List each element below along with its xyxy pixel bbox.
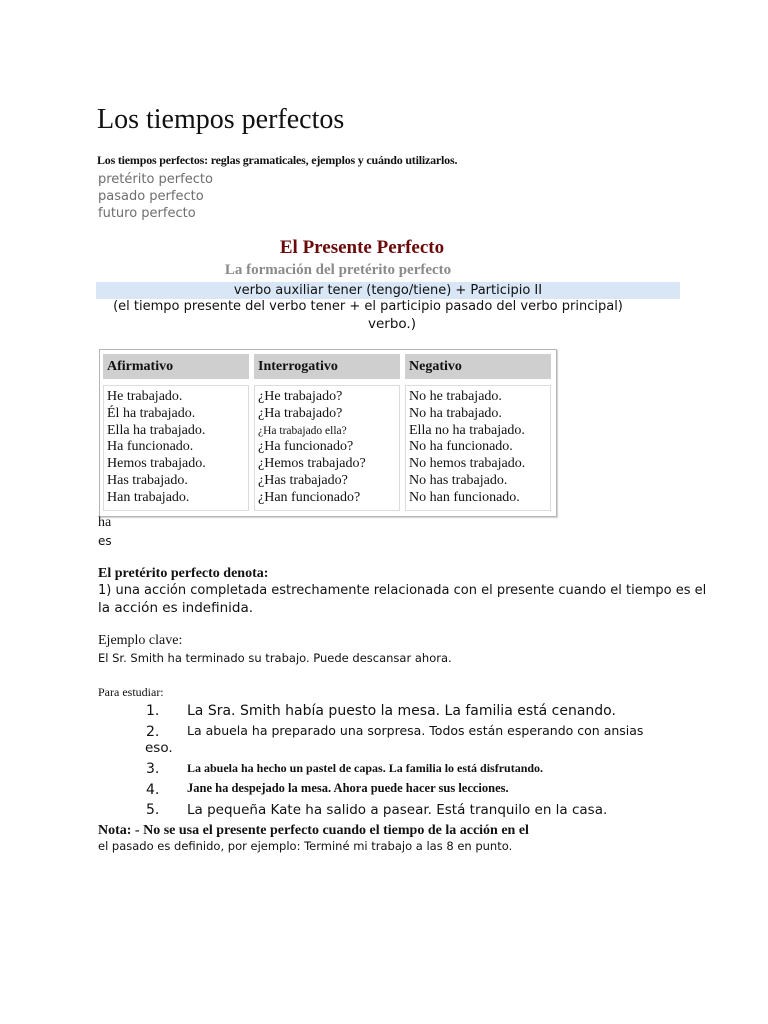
page-title: Los tiempos perfectos (97, 104, 345, 135)
table-row: ¿Ha trabajado? (258, 405, 343, 421)
tense-item: pretérito perfecto (98, 172, 213, 187)
table-row: Ella no ha trabajado. (409, 422, 525, 438)
table-row: ¿Hemos trabajado? (258, 456, 366, 472)
list-item: La Sra. Smith había puesto la mesa. La familia está cenando. (187, 703, 616, 719)
table-column-afirmativo (103, 354, 249, 511)
conjugation-table (99, 349, 557, 517)
table-column-negativo (405, 354, 551, 511)
table-row: ¿Han funcionado? (258, 489, 361, 505)
tense-item: pasado perfecto (98, 189, 204, 204)
fragment-text: es (98, 534, 112, 548)
table-row: Ella ha trabajado. (107, 422, 206, 438)
table-row: No han funcionado. (409, 489, 520, 505)
page-subtitle: Los tiempos perfectos: reglas gramaticales, ejemplos y cuándo utilizarlos. (97, 153, 458, 167)
table-cell (405, 385, 551, 511)
table-row: No hemos trabajado. (409, 456, 526, 472)
list-item-number: 3. (146, 761, 160, 777)
table-row: No ha funcionado. (409, 439, 513, 455)
section-subtitle: La formación del pretérito perfecto (224, 262, 452, 278)
list-item: La abuela ha hecho un pastel de capas. La familia lo está disfrutando. (187, 761, 544, 775)
table-cell (254, 385, 400, 511)
note-heading: Nota: - No se usa el presente perfecto cuando el tiempo de la acción en el (98, 823, 529, 838)
table-row: Ha funcionado. (107, 439, 194, 455)
table-row: ¿He trabajado? (258, 389, 343, 404)
table-header: Negativo (405, 354, 551, 379)
tense-item: futuro perfecto (98, 206, 196, 221)
fragment-text: ha (98, 515, 112, 530)
study-heading: Para estudiar: (98, 685, 164, 699)
table-row: He trabajado. (107, 389, 183, 404)
note-text: el pasado es definido, por ejemplo: Terminé mi trabajo a las 8 en punto. (98, 839, 513, 853)
denota-text-cont: la acción es indefinida. (98, 600, 254, 616)
table-row: Él ha trabajado. (107, 405, 196, 421)
denota-text: 1) una acción completada estrechamente relacionada con el presente cuando el tiempo es el (98, 583, 707, 598)
table-header: Afirmativo (103, 354, 249, 379)
table-row: ¿Ha funcionado? (258, 439, 354, 455)
list-item: La pequeña Kate ha salido a pasear. Está tranquilo en la casa. (187, 802, 608, 818)
ejemplo-heading: Ejemplo clave: (98, 633, 183, 648)
formula-explanation-cont: verbo.) (368, 316, 416, 332)
list-item: La abuela ha preparado una sorpresa. Todos están esperando con ansias (187, 723, 644, 738)
formula-explanation: (el tiempo presente del verbo tener + el participio pasado del verbo principal) (113, 299, 623, 314)
table-header: Interrogativo (254, 354, 400, 379)
table-row: ¿Ha trabajado ella? (258, 424, 347, 437)
formula-text: verbo auxiliar tener (tengo/tiene) + Participio II (233, 283, 543, 298)
table-row: Han trabajado. (107, 489, 190, 505)
table-row: No he trabajado. (409, 389, 502, 404)
ejemplo-text: El Sr. Smith ha terminado su trabajo. Puede descansar ahora. (98, 651, 452, 665)
list-item-number: 1. (146, 703, 160, 719)
list-item-number: 2. (146, 724, 160, 740)
table-row: No ha trabajado. (409, 405, 502, 421)
list-item: Jane ha despejado la mesa. Ahora puede hacer sus lecciones. (187, 781, 509, 795)
table-row: ¿Has trabajado? (258, 472, 348, 488)
table-cell (103, 385, 249, 511)
table-row: No has trabajado. (409, 472, 508, 488)
table-row: Hemos trabajado. (107, 456, 206, 472)
section-title: El Presente Perfecto (279, 237, 445, 258)
list-item-number: 5. (146, 802, 160, 818)
table-column-interrogativo (254, 354, 400, 511)
list-item-cont: eso. (145, 740, 173, 756)
list-item-number: 4. (146, 782, 160, 798)
table-row: Has trabajado. (107, 472, 188, 488)
denota-heading: El pretérito perfecto denota: (98, 566, 269, 581)
